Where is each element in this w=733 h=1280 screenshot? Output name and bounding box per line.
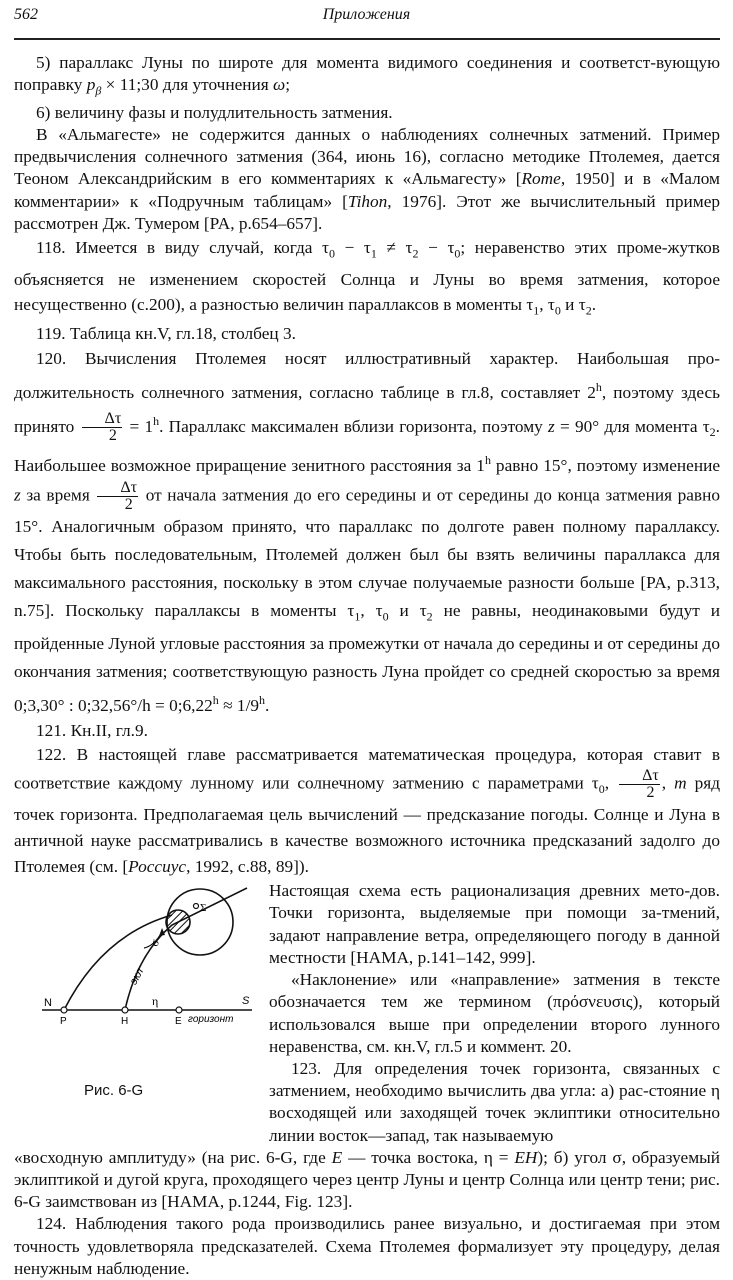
label-p: P xyxy=(60,1016,67,1028)
note-124: 124. Наблюдения такого рода производились ранее визуально, и достигаемая при этом точность удовлетворяла предсказателей. Схема Птолемея формализует эту процедуру, делая ненужным наблюдение. xyxy=(14,1214,720,1278)
figure-6g xyxy=(14,880,269,1120)
label-horizon: горизонт xyxy=(188,1014,234,1026)
page-number: 562 xyxy=(14,6,38,23)
note-121: 121. Кн.II, гл.9. xyxy=(36,721,148,741)
header-rule xyxy=(14,38,720,40)
note-123-continued: «восходную амплитуду» (на рис. 6-G, где E — точка востока, η = EH); б) угол σ, образуемый эклиптикой и дугой круга, проходящего через центр Луны и центр Солнца или центр тени; рис. 6-G заимствован из [HAMA, p.1244, Fig. 123]. xyxy=(14,1147,720,1212)
body-text xyxy=(14,52,720,1280)
fraction-delta-tau-over-2: $\frac{\Delta\tau}{2}$ xyxy=(97,480,138,513)
paragraph-scheme: Настоящая схема есть рационализация древних мето-дов. Точки горизонта, выделяемые при помощи за-тмений, задают направление ветра, определяющего погоду в данной местности [HAMA, p.141–142, 999]. xyxy=(269,881,720,967)
label-big-sigma: Σ xyxy=(200,902,207,915)
figure-caption: Рис. 6-G xyxy=(84,1082,144,1100)
page-header xyxy=(14,6,719,28)
paragraph-almagest: В «Альмагесте» не содержится данных о наблюдениях солнечных затмений. Пример предвычисления солнечного затмения (364, июнь 16), согласно методике Птолемея, дается Теоном Александрийским в его комментариях к «Альмагесту» [Rome, 1950] и в «Малом комментарии» к «Подручным таблицам» [Tihon, 1976]. Этот же вычислительный пример рассмотрен Дж. Тумером [PA, p.654–657]. xyxy=(14,125,720,233)
note-118: 118. Имеется в виду случай, когда $\tau_0 - \tau_1 \ne \tau_2 - \tau_0$; неравенство этих проме-жутков объясняется не изменением скоростей Солнца и Луны во время затмения, которое несущественно (с.200), а разностью величин параллаксов в моменты $\tau_1$, $\tau_0$ и $\tau_2$. xyxy=(14,238,720,317)
fraction-delta-tau-over-2: $\frac{\Delta\tau}{2}$ xyxy=(82,411,123,444)
paragraph-item-5: 5) параллакс Луны по широте для момента видимого соединения и соответст-вующую поправку $p_\beta$ × 11;30 для уточнения ω; xyxy=(14,53,720,98)
point-sigma xyxy=(194,904,199,909)
note-119: 119. Таблица кн.V, гл.18, столбец 3. xyxy=(36,323,296,343)
paragraph-inclination: «Наклонение» или «направление» затмения в тексте обозначается тем же термином (πρόσνευσις), который использовался выше при определении второго лунного неравенства, см. кн.V, гл.5 и коммент. 20. xyxy=(269,970,720,1056)
label-sigma: σ xyxy=(146,937,163,949)
label-h: H xyxy=(121,1016,129,1028)
note-120: 120. Вычисления Птолемея носят иллюстративный характер. Наибольшая про-должительность солнечного затмения, согласно таблице в гл.8, составляет 2$^h$, поэтому здесь принято $\frac{\Delta\tau}{2}$ = $1^h$. Параллакс максимален вблизи горизонта, поэтому z = 90° для момента $\tau_2$. Наибольшее возможное приращение зенитного расстояния за 1$^h$ равно 15°, поэтому изменение z за время $\frac{\Delta\tau}{2}$ от начала затмения до его середины и от середины до конца затмения равно 15°. Аналогичным образом принято, что параллакс по долготе равен полному параллаксу. Чтобы быть последовательным, Птолемей должен был бы взять величины параллакса для максимального расстояния, поскольку в этом случае получаемые разности больше [PA, p.313, n.75]. Поскольку параллаксы в моменты $\tau_1$, $\tau_0$ и $\tau_2$ не равны, неодинаковыми будут и пройденные Луной угловые расстояния за промежутки от начала до середины и от середины до окончания затмения; соответствующую разность Луна пройдет со средней скоростью за время 0;3,30° : 0;32,56°/h = 0;6,22$^h$ ≈ $1/9^h$. xyxy=(14,349,720,716)
point-e xyxy=(176,1007,182,1013)
fraction-delta-tau-over-2: $\frac{\Delta\tau}{2}$ xyxy=(619,768,660,801)
note-123-start: 123. Для определения точек горизонта, связанных с затмением, необходимо вычислить два угла: а) рас-стояние η восходящей или заходящей точек эклиптики относительно линии восток—запад, так называемую xyxy=(269,1058,720,1145)
label-ecliptic: экл xyxy=(127,966,147,988)
eclipse-diagram xyxy=(22,880,262,1080)
note-122: 122. В настоящей главе рассматривается математическая процедура, которая ставит в соответствие каждому лунному или солнечному затмению с параметрами $\tau_0$, $\frac{\Delta\tau}{2}$ , m ряд точек горизонта. Предполагаемая цель вычислений — предсказание погоды. Солнце и Луна в античной науке рассматривались в качестве возможного источника предсказаний задолго до Птолемея (см. [Россиус, 1992, с.88, 89]). xyxy=(14,745,721,877)
point-p xyxy=(61,1007,67,1013)
label-e: E xyxy=(175,1016,182,1028)
moon-disk xyxy=(166,910,190,934)
label-s: S xyxy=(242,995,250,1008)
label-eta: η xyxy=(152,994,159,1009)
paragraph-item-6: 6) величину фазы и полудлительность затмения. xyxy=(36,102,393,122)
label-n: N xyxy=(44,997,52,1010)
running-head: Приложения xyxy=(322,6,411,23)
figure-wrap-block xyxy=(14,880,720,1146)
point-h xyxy=(122,1007,128,1013)
wrapped-text xyxy=(269,880,720,1146)
